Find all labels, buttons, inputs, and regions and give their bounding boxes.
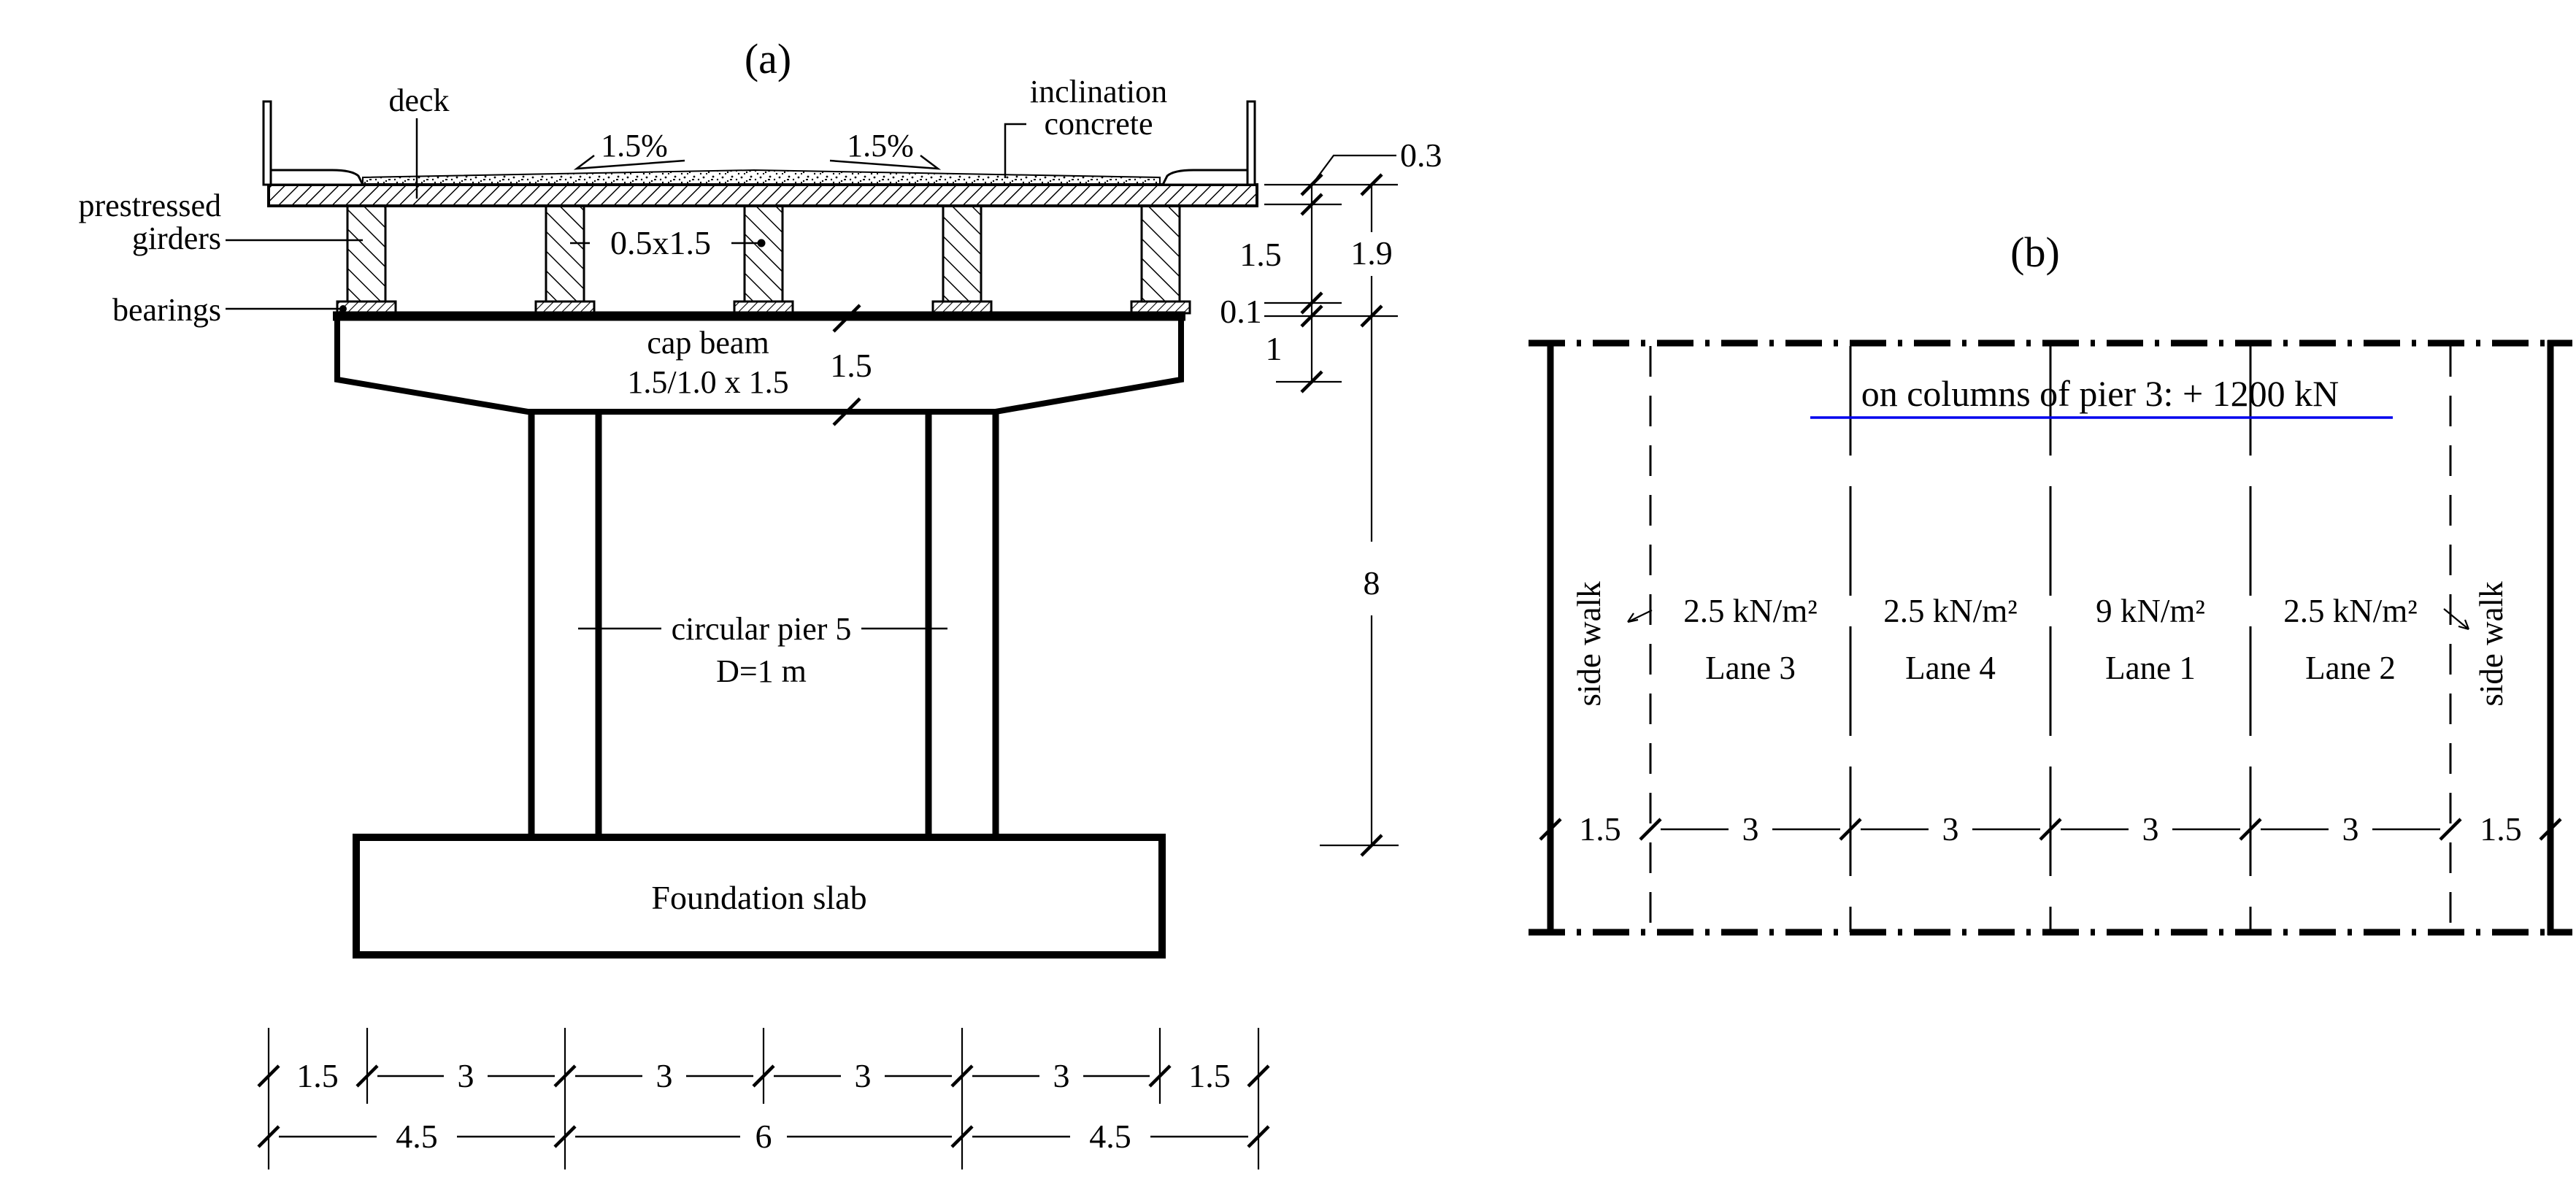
- lane-name: Lane 1: [2105, 650, 2196, 686]
- dim-b-2: 3: [1942, 810, 1959, 848]
- pier-label-line2: D=1 m: [716, 653, 807, 689]
- inclination-concrete-layer: [363, 170, 1160, 185]
- dim-b-0: 1.5: [1579, 810, 1621, 848]
- bearings-leader-dot: [339, 305, 347, 312]
- panel-a-label: (a): [744, 35, 792, 82]
- dim-b-1: 3: [1742, 810, 1759, 848]
- inclination-leader: [1005, 124, 1026, 178]
- girder: [745, 206, 783, 301]
- dimension-ticks: [1302, 174, 1382, 856]
- girder: [546, 206, 584, 301]
- dim-girder-height: 1.5: [1239, 236, 1282, 273]
- inclination-label-line2: concrete: [1044, 106, 1153, 142]
- girder-size-leader-dot: [758, 239, 766, 247]
- dimension-chain-lines: [1312, 185, 1372, 845]
- girder: [347, 206, 385, 301]
- lane-dividers: [1650, 346, 2450, 932]
- lane-load-value: 9 kN/m²: [2096, 593, 2205, 629]
- inclination-label-line1: inclination: [1029, 74, 1168, 110]
- dim-bearing-height: 0.1: [1220, 293, 1262, 330]
- lane-load-value: 2.5 kN/m²: [2283, 593, 2418, 629]
- dim-row1-0: 1.5: [296, 1057, 339, 1094]
- curb-left: [271, 170, 363, 185]
- bearings-label: bearings: [112, 292, 221, 328]
- girder: [943, 206, 981, 301]
- panel-b-plan: [1529, 228, 2572, 935]
- dim-b-4: 3: [2342, 810, 2359, 848]
- girders-label-line1: prestressed: [78, 188, 221, 223]
- pier-load-note: on columns of pier 3: + 1200 kN: [1861, 373, 2339, 414]
- bracket-left: [1529, 340, 1553, 935]
- dim-row2-1: 6: [755, 1118, 772, 1155]
- dim-row1-2: 3: [655, 1057, 673, 1094]
- girder-size-label: 0.5x1.5: [610, 224, 711, 261]
- slope-right-label: 1.5%: [847, 128, 914, 164]
- dim-b-5: 1.5: [2480, 810, 2522, 848]
- lane-name: Lane 2: [2305, 650, 2396, 686]
- dim-row2-2: 4.5: [1089, 1118, 1131, 1155]
- dim-deck-thickness: 0.3: [1400, 137, 1442, 174]
- pier-label-line1: circular pier 5: [671, 611, 852, 647]
- dim-row1-4: 3: [1053, 1057, 1070, 1094]
- lane-name: Lane 3: [1705, 650, 1796, 686]
- curb-right: [1163, 170, 1255, 185]
- cap-beam-label-line2: 1.5/1.0 x 1.5: [627, 364, 789, 400]
- foundation-label: Foundation slab: [651, 879, 867, 916]
- dim-superstructure-total: 1.9: [1350, 234, 1393, 272]
- dim-row1-3: 3: [854, 1057, 872, 1094]
- bearing: [536, 301, 594, 313]
- sidewalk-arrow-right: [2444, 609, 2469, 629]
- bearing: [1131, 301, 1190, 313]
- panel-b-label: (b): [2010, 228, 2060, 276]
- bearing: [734, 301, 793, 313]
- cap-beam-height-label: 1.5: [830, 347, 872, 384]
- girder: [1142, 206, 1180, 301]
- lane-name: Lane 4: [1905, 650, 1996, 686]
- girders: [347, 206, 1180, 301]
- railing-left: [264, 101, 271, 185]
- bracket-right: [2548, 340, 2572, 935]
- railing-right: [1247, 101, 1255, 185]
- deck-label: deck: [388, 82, 450, 118]
- panel-a-section: [79, 35, 1442, 1169]
- cap-beam-label-line1: cap beam: [647, 325, 769, 361]
- deck-thickness-leader: [1312, 155, 1396, 184]
- bearing: [933, 301, 991, 313]
- dim-row1-5: 1.5: [1188, 1057, 1231, 1094]
- dim-row1-1: 3: [457, 1057, 474, 1094]
- slope-left-label: 1.5%: [601, 128, 668, 164]
- sidewalk-label-right: side walk: [2473, 581, 2510, 707]
- sidewalk-label-left: side walk: [1571, 581, 1607, 707]
- girders-label-line2: girders: [131, 220, 221, 256]
- dim-pier-height: 8: [1363, 564, 1380, 602]
- lane-load-value: 2.5 kN/m²: [1883, 593, 2018, 629]
- dim-row2-0: 4.5: [396, 1118, 438, 1155]
- sidewalk-arrow-left: [1628, 610, 1652, 622]
- dim-b-3: 3: [2142, 810, 2159, 848]
- lane-load-value: 2.5 kN/m²: [1683, 593, 1818, 629]
- extension-lines: [1264, 185, 1399, 845]
- dim-cap-top: 1: [1265, 330, 1283, 367]
